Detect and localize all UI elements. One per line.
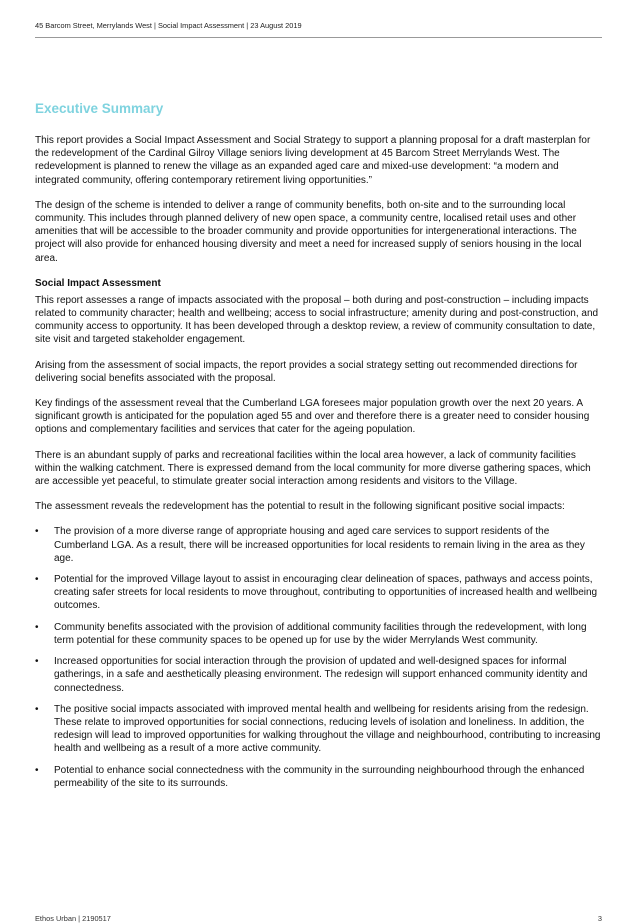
sia-paragraph-5: The assessment reveals the redevelopment has the potential to result in the following significant positive social impacts: (35, 501, 565, 513)
sia-paragraph-1: This report assesses a range of impacts associated with the proposal – both during and post-construction – including impacts related to community character; health and wellbeing; access to social infrastructure; amenity during and post-construction, and community access to opportunity. It has been developed through a desktop review, a review of community consultation to date, site visit and targeted stakeholder engagement. (35, 294, 599, 346)
list-item-text: The provision of a more diverse range of appropriate housing and aged care services to support residents of the Cumberland LGA. As a result, there will be increased opportunities for local residents to remain living in the area as they age. (54, 526, 585, 564)
footer-company: Ethos Urban | 2190517 (35, 914, 111, 923)
page-content (35, 100, 604, 798)
list-item (35, 621, 604, 647)
list-item-text: Potential for the improved Village layout to assist in encouraging clear delineation of spaces, pathways and access points, creating safer streets for local residents to move throughout, contributing to opportunities of increased health and wellbeing outcomes. (54, 574, 598, 612)
list-item (35, 764, 604, 790)
list-item-text: Increased opportunities for social interaction through the provision of updated and well-designed spaces for informal gatherings, in a safe and aesthetically pleasing environment. The redesign will support enhanced community identity and connectedness. (54, 656, 588, 694)
impacts-bullet-list (35, 525, 604, 789)
list-item (35, 573, 604, 613)
section-title: Executive Summary (35, 101, 164, 116)
sia-paragraph-2: Arising from the assessment of social impacts, the report provides a social strategy setting out recommended directions for delivering social benefits associated with the proposal. (35, 359, 578, 384)
page-number: 3 (597, 914, 602, 923)
sia-paragraph-4: There is an abundant supply of parks and recreational facilities within the local area however, a lack of community facilities within the walking catchment. There is expressed demand from the local community for more diverse gathering spaces, which are accessible yet peaceful, to stimulate greater social interaction among residents and visitors to the Village. (35, 449, 591, 488)
intro-paragraph-2: The design of the scheme is intended to deliver a range of community benefits, both on-site and to the surrounding local community. This includes through planned delivery of new open space, a community centre, localised retail uses and other amenities that will be accessible to the broader community and provide opportunities for intergenerational interactions. The project will also provide for enhanced housing diversity and meet a need for increased supply of seniors housing in the local area. (35, 199, 582, 264)
list-item-text: Community benefits associated with the provision of additional community facilities through the redevelopment, with long term potential for these community spaces to be opened up for use by the wider Merrylands West community. (54, 621, 587, 646)
list-item (35, 525, 604, 565)
bullet-icon: • (35, 764, 39, 776)
bullet-icon: • (35, 574, 39, 586)
sia-paragraph-3: Key findings of the assessment reveal that the Cumberland LGA foresees major population growth over the next 20 years. A significant growth is anticipated for the population aged 55 and over and therefore there is a greater need to consider housing options and complementary facilities and services that cater for the ageing population. (35, 398, 590, 436)
header-divider (35, 37, 602, 38)
subheading-social-impact-assessment: Social Impact Assessment (35, 277, 161, 289)
bullet-icon: • (35, 703, 39, 715)
bullet-icon: • (35, 656, 39, 668)
running-header: 45 Barcom Street, Merrylands West | Social Impact Assessment | 23 August 2019 (35, 21, 302, 30)
list-item (35, 703, 604, 756)
bullet-icon: • (35, 621, 39, 633)
bullet-icon: • (35, 526, 39, 538)
list-item (35, 655, 604, 695)
list-item-text: Potential to enhance social connectedness with the community in the surrounding neighbourhood through the enhanced permeability of the site to its surrounds. (54, 764, 585, 789)
list-item-text: The positive social impacts associated with improved mental health and wellbeing for residents arising from the redesign. These relate to improved opportunities for social connections, reducing levels of isolation and loneliness. In addition, the redesign will lead to improved opportunities for walking throughout the village and neighbourhood, contributing to increasing health and wellbeing as a result of a more active community. (54, 703, 601, 755)
intro-paragraph-1: This report provides a Social Impact Assessment and Social Strategy to support a planning proposal for a draft masterplan for the redevelopment of the Cardinal Gilroy Village seniors living development at 45 Barcom Street Merrylands West. The redevelopment is planned to renew the village as an expanded aged care and mixed-use development: “a modern and integrated community, offering contemporary retirement living opportunities.” (35, 135, 591, 186)
